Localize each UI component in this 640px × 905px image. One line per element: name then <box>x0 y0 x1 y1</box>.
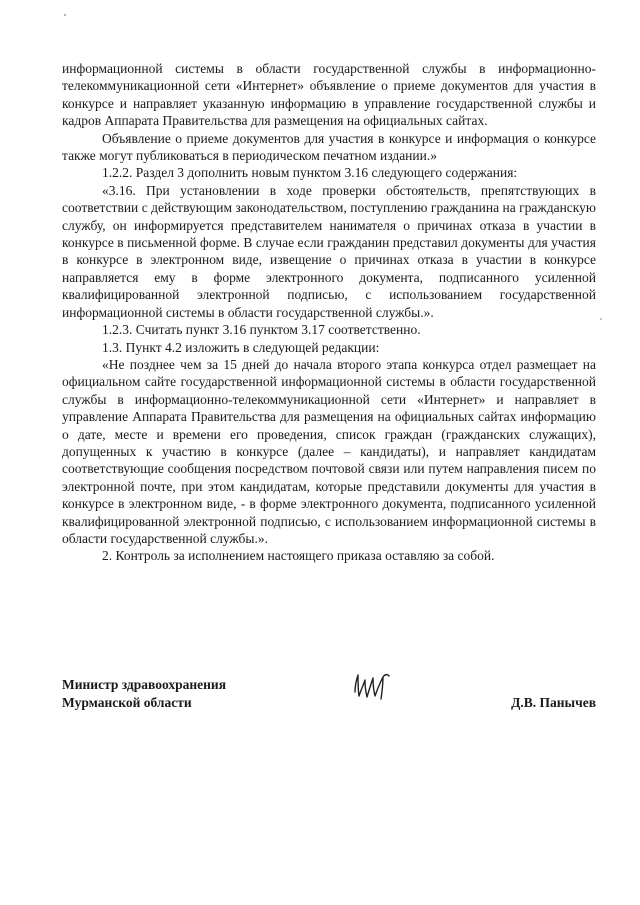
paragraph: 2. Контроль за исполнением настоящего приказа оставляю за собой. <box>102 548 495 564</box>
paragraph: Объявление о приеме документов для участия в конкурсе и информация о конкурсе также могут публиковаться в периодическом печатном издании.» <box>62 130 596 164</box>
signer-name: Д.В. Панычев <box>511 695 596 710</box>
paragraph: 1.3. Пункт 4.2 изложить в следующей редакции: <box>102 339 380 355</box>
paragraph: «Не позднее чем за 15 дней до начала второго этапа конкурса отдел размещает на официальном сайте государственной информационной системы в области государственной службы в информационно-телекоммуникационной сети «Интернет» и направляет в управление Аппарата Правительства для размещения на официальных сайтах информацию о дате, месте и времени его проведения, список граждан (гражданских служащих), допущенных к участию в конкурсе (далее – кандидаты), и направляет кандидатам соответствующие сообщения посредством почтовой связи или путем направления писем по электронной почте, при этом кандидатам, которые представили документы для участия в конкурсе в электронном виде, - в форме электронного документа, подписанного усиленной квалифицированной электронной подписью, с использованием информационной системы в области государственной службы.». <box>62 356 596 546</box>
signer-position-line: Мурманской области <box>62 695 192 710</box>
paragraph: «3.16. При установлении в ходе проверки обстоятельств, препятствующих в соответствии с действующим законодательством, поступлению гражданина на гражданскую службу, он информируется представителем нанимателя о причинах отказа в участии в конкурсе в письменной форме. В случае если гражданин представил документы для участия в конкурсе в электронном виде, извещение о причинах отказа в участии в конкурсе направляется ему в форме электронного документа, подписанного усиленной квалифицированной электронной подписью, с использованием государственной информационной системы в области государственной службы.». <box>62 182 596 320</box>
signature-block <box>62 676 596 716</box>
handwritten-signature <box>349 670 395 704</box>
scan-speck <box>600 318 602 320</box>
document-body <box>62 60 596 565</box>
scan-speck <box>64 14 66 16</box>
paragraph: информационной системы в области государственной службы в информационно-телекоммуникационной сети «Интернет» объявление о приеме документов для участия в конкурсе и направляет указанную информацию в управление государственной службы и кадров Аппарата Правительства для размещения на официальных сайтах. <box>62 61 596 129</box>
paragraph: 1.2.2. Раздел 3 дополнить новым пунктом 3.16 следующего содержания: <box>102 165 518 181</box>
paragraph: 1.2.3. Считать пункт 3.16 пунктом 3.17 соответственно. <box>102 322 421 338</box>
signer-position <box>62 676 226 712</box>
signer-position-line: Министр здравоохранения <box>62 677 227 692</box>
